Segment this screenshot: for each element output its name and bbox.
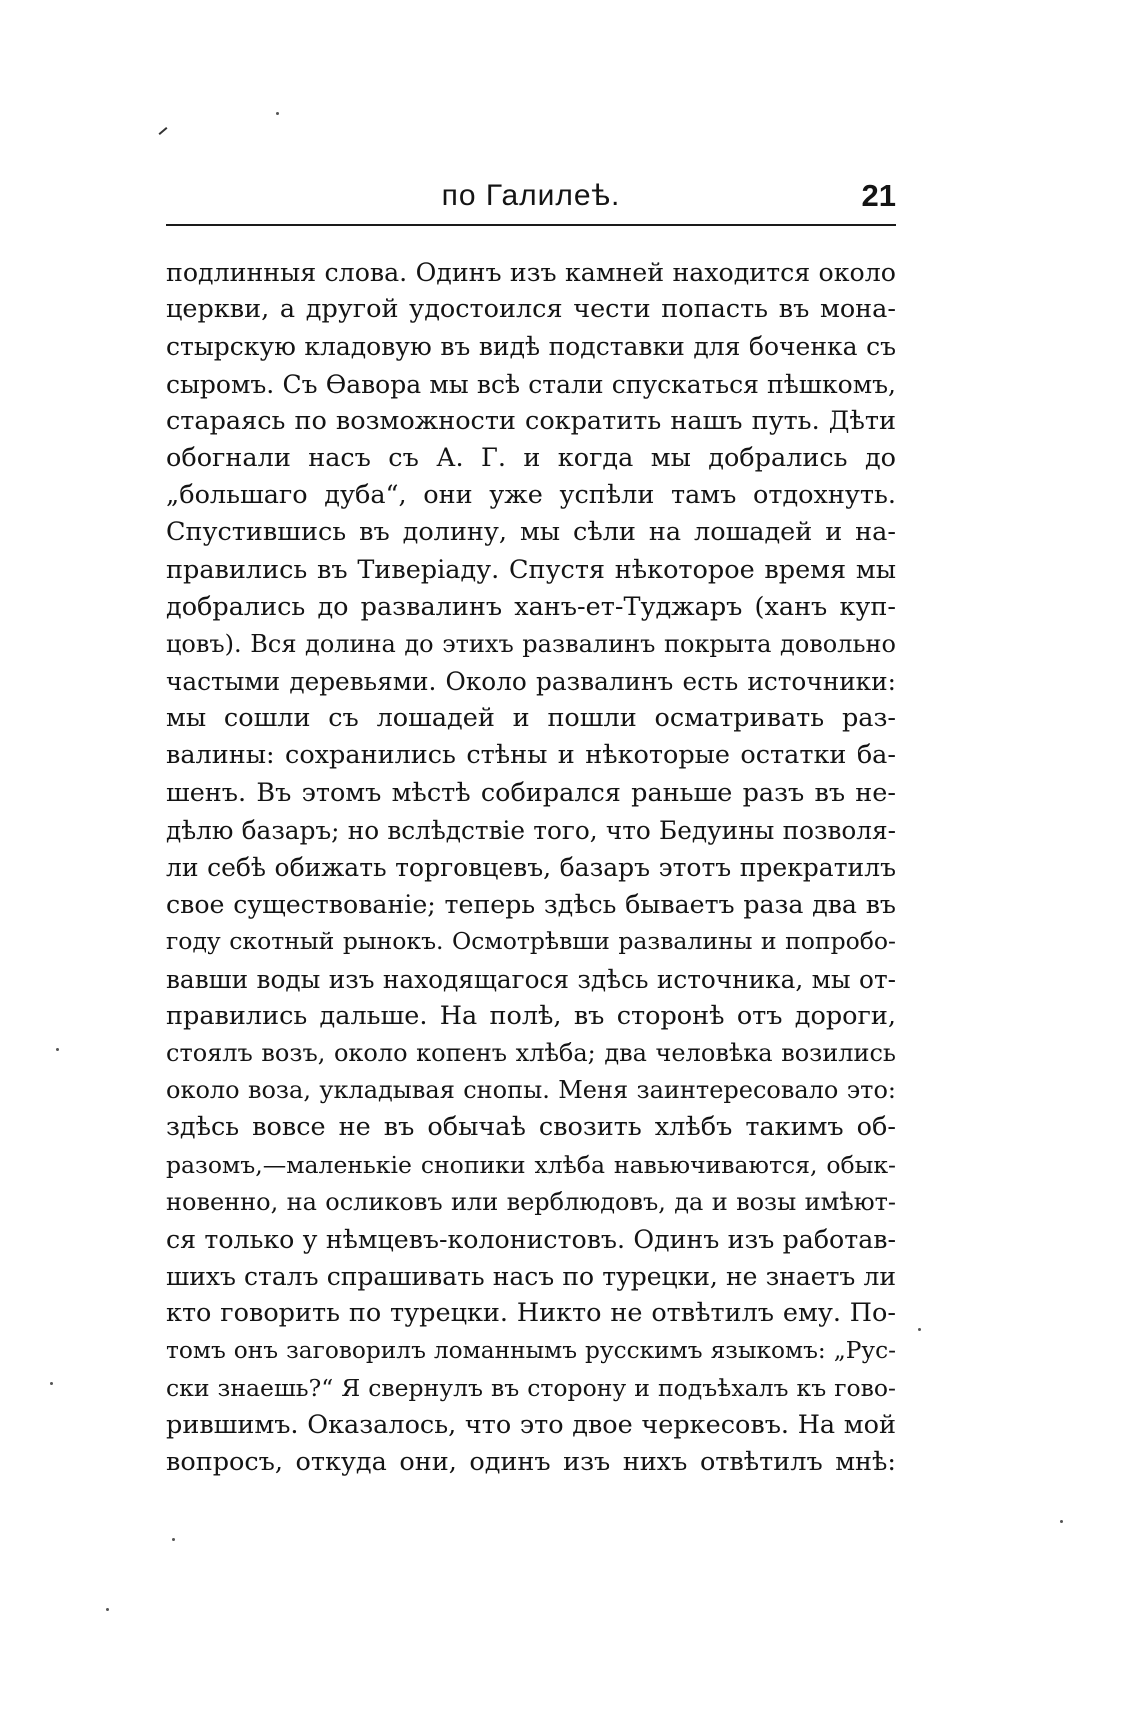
text-line: добрались до развалинъ ханъ-ет-Туджаръ (ханъ куп- (166, 591, 896, 622)
text-line: церкви, а другой удостоился чести попасть въ мона- (166, 294, 896, 325)
text-line: новенно, на осликовъ или верблюдовъ, да и возы имѣют- (166, 1187, 896, 1216)
text-line: стараясь по возможности сократить нашъ путь. Дѣти (166, 405, 896, 436)
header-rule (166, 224, 896, 226)
text-line: кто говорить по турецки. Никто не отвѣтилъ ему. По- (166, 1298, 896, 1329)
text-line: дѣлю базаръ; но вслѣдствіе того, что Бедуины позволя- (166, 815, 896, 845)
text-line: сыромъ. Съ Ѳавора мы всѣ стали спускаться пѣшкомъ, (166, 369, 896, 399)
text-line: свое существованіе; теперь здѣсь бываетъ раза два въ (166, 890, 896, 920)
paper-speck (106, 1608, 109, 1611)
paper-speck (918, 1328, 921, 1331)
text-line: рившимъ. Оказалось, что это двое черкесовъ. На мой (166, 1409, 896, 1440)
text-line: ся только у нѣмцевъ-колонистовъ. Одинъ изъ работав- (166, 1224, 896, 1254)
text-line: около воза, укладывая снопы. Меня заинтересовало это: (166, 1076, 896, 1105)
text-line: вавши воды изъ находящагося здѣсь источника, мы от- (166, 964, 896, 994)
text-line: обогнали насъ съ А. Г. и когда мы добрались до (166, 442, 896, 473)
text-line: Спустившись въ долину, мы сѣли на лошадей и на- (166, 517, 896, 548)
page-number: 21 (861, 178, 896, 213)
text-line: ски знаешь?“ Я свернулъ въ сторону и подъѣхалъ къ гово- (166, 1373, 896, 1402)
text-line: мы сошли съ лошадей и пошли осматривать раз- (166, 703, 896, 734)
text-line: стоялъ возъ, около копенъ хлѣба; два человѣка возились (166, 1038, 896, 1067)
text-line: правились въ Тиверіаду. Спустя нѣкоторое время мы (166, 554, 896, 585)
text-line: частыми деревьями. Около развалинъ есть источники: (166, 667, 896, 697)
paper-speck (50, 1382, 53, 1385)
body-text (166, 254, 896, 1481)
paper-speck (276, 112, 279, 115)
text-line: разомъ,—маленькіе снопики хлѣба навьючиваются, обык- (166, 1150, 896, 1179)
text-line: валины: сохранились стѣны и нѣкоторые остатки ба- (166, 740, 896, 771)
text-line: стырскую кладовую въ видѣ подставки для боченка съ (166, 332, 896, 362)
pencil-mark (159, 127, 168, 135)
text-line: здѣсь вовсе не въ обычаѣ свозить хлѣбъ такимъ об- (166, 1112, 896, 1143)
running-head (166, 176, 896, 224)
paper-speck (56, 1048, 59, 1051)
text-line: подлинныя слова. Одинъ изъ камней находится около (166, 258, 896, 287)
text-line: правились дальше. На полѣ, въ сторонѣ отъ дороги, (166, 1000, 896, 1031)
running-title: по Галилеѣ. (441, 179, 621, 212)
text-line: шихъ сталъ спрашивать насъ по турецки, не знаетъ ли (166, 1262, 896, 1292)
text-line: „большаго дуба“, они уже успѣли тамъ отдохнуть. (166, 480, 896, 511)
text-line: томъ онъ заговорилъ ломаннымъ русскимъ языкомъ: „Рус- (166, 1337, 896, 1365)
text-line: шенъ. Въ этомъ мѣстѣ собирался раньше разъ въ не- (166, 777, 896, 808)
text-line: ли себѣ обижать торговцевъ, базаръ этотъ прекратилъ (166, 853, 896, 882)
text-line: цовъ). Вся долина до этихъ развалинъ покрыта довольно (166, 629, 896, 658)
text-line: году скотный рынокъ. Осмотрѣвши развалины и попробо- (166, 927, 896, 956)
paper-speck (172, 1538, 175, 1541)
text-line: вопросъ, откуда они, одинъ изъ нихъ отвѣтилъ мнѣ: (166, 1447, 896, 1477)
paper-speck (1060, 1520, 1063, 1523)
